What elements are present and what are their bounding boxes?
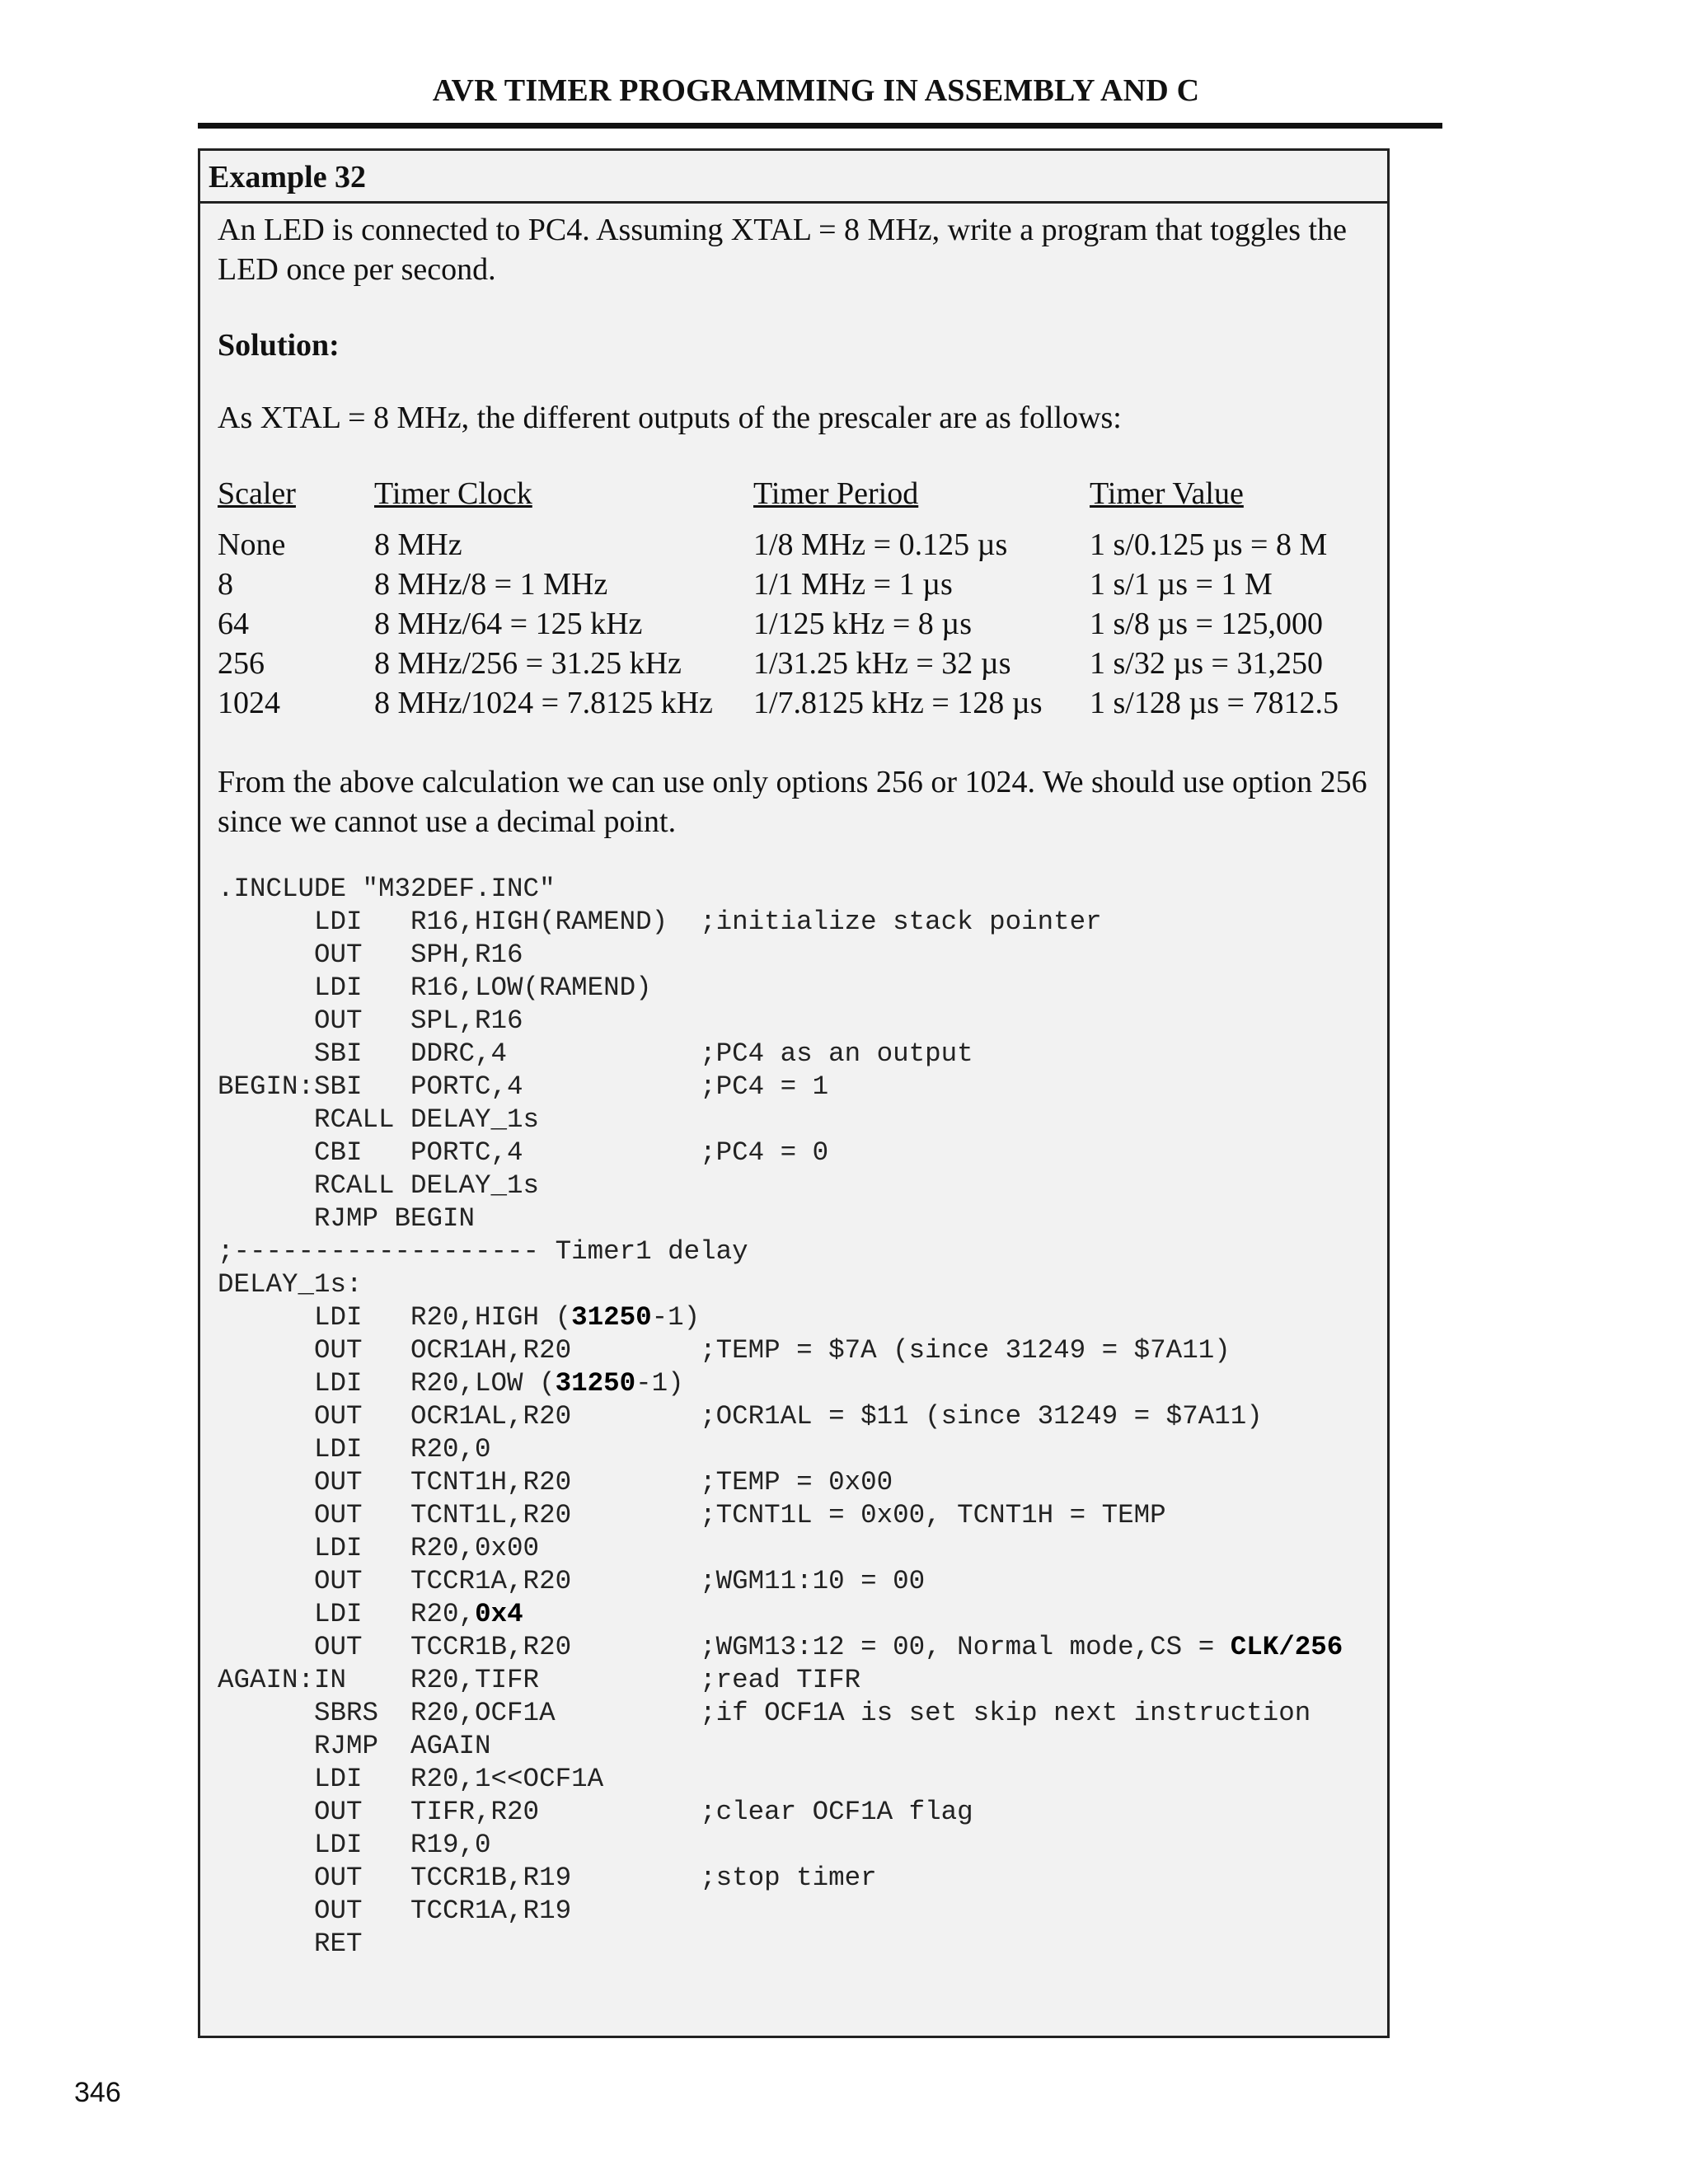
table-cell: 1/1 MHz = 1 µs	[753, 567, 953, 602]
code-line	[218, 1236, 748, 1267]
code-text: OUT SPH,R16	[218, 940, 523, 970]
table-row	[218, 565, 1386, 604]
table-cell: 64	[218, 607, 249, 641]
code-text: .INCLUDE "M32DEF.INC"	[218, 874, 556, 904]
column-header-timer-clock: Timer Clock	[374, 476, 532, 511]
code-text: OUT TIFR,R20 ;clear OCF1A flag	[218, 1797, 973, 1827]
table-cell: 1024	[218, 686, 280, 720]
code-line	[218, 1929, 363, 1959]
code-text: BEGIN:SBI PORTC,4 ;PC4 = 1	[218, 1071, 829, 1102]
table-row	[218, 644, 1386, 683]
code-text: ;------------------- Timer1 delay	[218, 1236, 748, 1267]
table-cell: 1/8 MHz = 0.125 µs	[753, 527, 1008, 562]
code-text: -1)	[635, 1368, 684, 1399]
table-header-row	[218, 474, 1386, 525]
code-text: OUT OCR1AL,R20 ;OCR1AL = $11 (since 31249 = $7A11)	[218, 1401, 1263, 1432]
table-cell: 256	[218, 646, 265, 681]
code-line	[218, 1434, 491, 1465]
code-bold-token: 0x4	[475, 1599, 523, 1629]
problem-statement: An LED is connected to PC4. Assuming XTAL = 8 MHz, write a program that toggles the LED once per second.	[218, 213, 1347, 287]
solution-label: Solution:	[218, 328, 340, 363]
code-text: LDI R20,0	[218, 1434, 491, 1465]
code-text: OUT TCCR1A,R20 ;WGM11:10 = 00	[218, 1566, 926, 1596]
code-line	[218, 1269, 363, 1300]
code-line	[218, 1896, 571, 1926]
code-line	[218, 1335, 1231, 1366]
code-line	[218, 1830, 491, 1860]
assembly-code-listing	[218, 873, 1343, 1961]
code-bold-token: CLK/256	[1230, 1632, 1343, 1662]
code-line	[218, 1170, 539, 1201]
code-line	[218, 1005, 523, 1036]
code-line	[218, 1797, 973, 1827]
code-text: OUT TCCR1A,R19	[218, 1896, 572, 1926]
code-text: RCALL DELAY_1s	[218, 1170, 540, 1201]
code-line	[218, 1368, 684, 1399]
table-cell: 1/7.8125 kHz = 128 µs	[753, 686, 1043, 720]
prescaler-intro: As XTAL = 8 MHz, the different outputs of the prescaler are as follows:	[218, 401, 1122, 435]
code-text: LDI R20,0x00	[218, 1533, 540, 1563]
table-cell: 1/125 kHz = 8 µs	[753, 607, 972, 641]
header-rule	[198, 123, 1442, 129]
code-line	[218, 1731, 491, 1761]
code-bold-token: 31250	[571, 1302, 652, 1333]
code-line	[218, 1599, 523, 1629]
code-line	[218, 1665, 860, 1695]
code-line	[218, 1698, 1311, 1728]
code-text: OUT TCNT1H,R20 ;TEMP = 0x00	[218, 1467, 893, 1497]
code-text: SBI DDRC,4 ;PC4 as an output	[218, 1038, 973, 1069]
code-text: RCALL DELAY_1s	[218, 1104, 540, 1135]
code-line	[218, 1632, 1343, 1662]
code-line	[218, 1863, 877, 1893]
code-text: LDI R16,HIGH(RAMEND) ;initialize stack pointer	[218, 907, 1102, 937]
code-line	[218, 1104, 539, 1135]
code-text: OUT TCCR1B,R19 ;stop timer	[218, 1863, 877, 1893]
code-text: RJMP AGAIN	[218, 1731, 491, 1761]
code-line	[218, 1071, 828, 1102]
table-cell: 1 s/32 µs = 31,250	[1090, 646, 1323, 681]
table-cell: 8 MHz/64 = 125 kHz	[374, 607, 643, 641]
column-header-scaler: Scaler	[218, 476, 296, 511]
code-text: CBI PORTC,4 ;PC4 = 0	[218, 1137, 829, 1168]
code-text: RJMP BEGIN	[218, 1203, 476, 1234]
code-text: DELAY_1s:	[218, 1269, 363, 1300]
code-text: OUT SPL,R16	[218, 1005, 523, 1036]
code-text: OUT TCCR1B,R20 ;WGM13:12 = 00, Normal mode,CS =	[218, 1632, 1231, 1662]
code-line	[218, 1533, 539, 1563]
prescaler-table	[218, 474, 1386, 723]
code-line	[218, 940, 523, 970]
table-row	[218, 604, 1386, 644]
example-title: Example 32	[200, 151, 1387, 204]
code-text: LDI R16,LOW(RAMEND)	[218, 972, 652, 1003]
code-line	[218, 1203, 475, 1234]
table-cell: 1 s/1 µs = 1 M	[1090, 567, 1273, 602]
code-bold-token: 31250	[555, 1368, 636, 1399]
table-cell: 1/31.25 kHz = 32 µs	[753, 646, 1011, 681]
conclusion-text: From the above calculation we can use only options 256 or 1024. We should use option 256 since we cannot use a decimal point.	[218, 765, 1367, 839]
column-header-timer-value: Timer Value	[1090, 476, 1244, 511]
table-cell: 1 s/0.125 µs = 8 M	[1090, 527, 1328, 562]
code-line	[218, 1302, 700, 1333]
code-text: -1)	[651, 1302, 701, 1333]
code-line	[218, 1764, 603, 1794]
table-cell: 8 MHz/8 = 1 MHz	[374, 567, 608, 602]
code-text: LDI R20,HIGH (	[218, 1302, 572, 1333]
code-text: SBRS R20,OCF1A ;if OCF1A is set skip next instruction	[218, 1698, 1311, 1728]
code-text: OUT TCNT1L,R20 ;TCNT1L = 0x00, TCNT1H = TEMP	[218, 1500, 1166, 1530]
code-text: RET	[218, 1929, 363, 1959]
code-text: LDI R20,	[218, 1599, 476, 1629]
code-text: LDI R20,LOW (	[218, 1368, 556, 1399]
code-text: LDI R19,0	[218, 1830, 491, 1860]
table-cell: 8 MHz	[374, 527, 462, 562]
code-line	[218, 907, 1102, 937]
code-line	[218, 1467, 893, 1497]
table-cell: None	[218, 527, 286, 562]
code-text: AGAIN:IN R20,TIFR ;read TIFR	[218, 1665, 861, 1695]
table-cell: 1 s/128 µs = 7812.5	[1090, 686, 1339, 720]
code-text: LDI R20,1<<OCF1A	[218, 1764, 604, 1794]
code-text: OUT OCR1AH,R20 ;TEMP = $7A (since 31249 = $7A11)	[218, 1335, 1231, 1366]
table-cell: 8 MHz/256 = 31.25 kHz	[374, 646, 682, 681]
column-header-timer-period: Timer Period	[753, 476, 919, 511]
table-row	[218, 525, 1386, 565]
code-line	[218, 1566, 925, 1596]
table-cell: 8	[218, 567, 233, 602]
code-line	[218, 1500, 1166, 1530]
table-row	[218, 683, 1386, 723]
code-line	[218, 972, 652, 1003]
example-box	[198, 148, 1390, 2038]
running-head: AVR TIMER PROGRAMMING IN ASSEMBLY AND C	[432, 73, 1200, 108]
table-cell: 8 MHz/1024 = 7.8125 kHz	[374, 686, 713, 720]
code-line	[218, 1038, 973, 1069]
code-line	[218, 874, 556, 904]
page-number: 346	[74, 2077, 121, 2108]
code-line	[218, 1401, 1263, 1432]
table-cell: 1 s/8 µs = 125,000	[1090, 607, 1323, 641]
code-line	[218, 1137, 828, 1168]
